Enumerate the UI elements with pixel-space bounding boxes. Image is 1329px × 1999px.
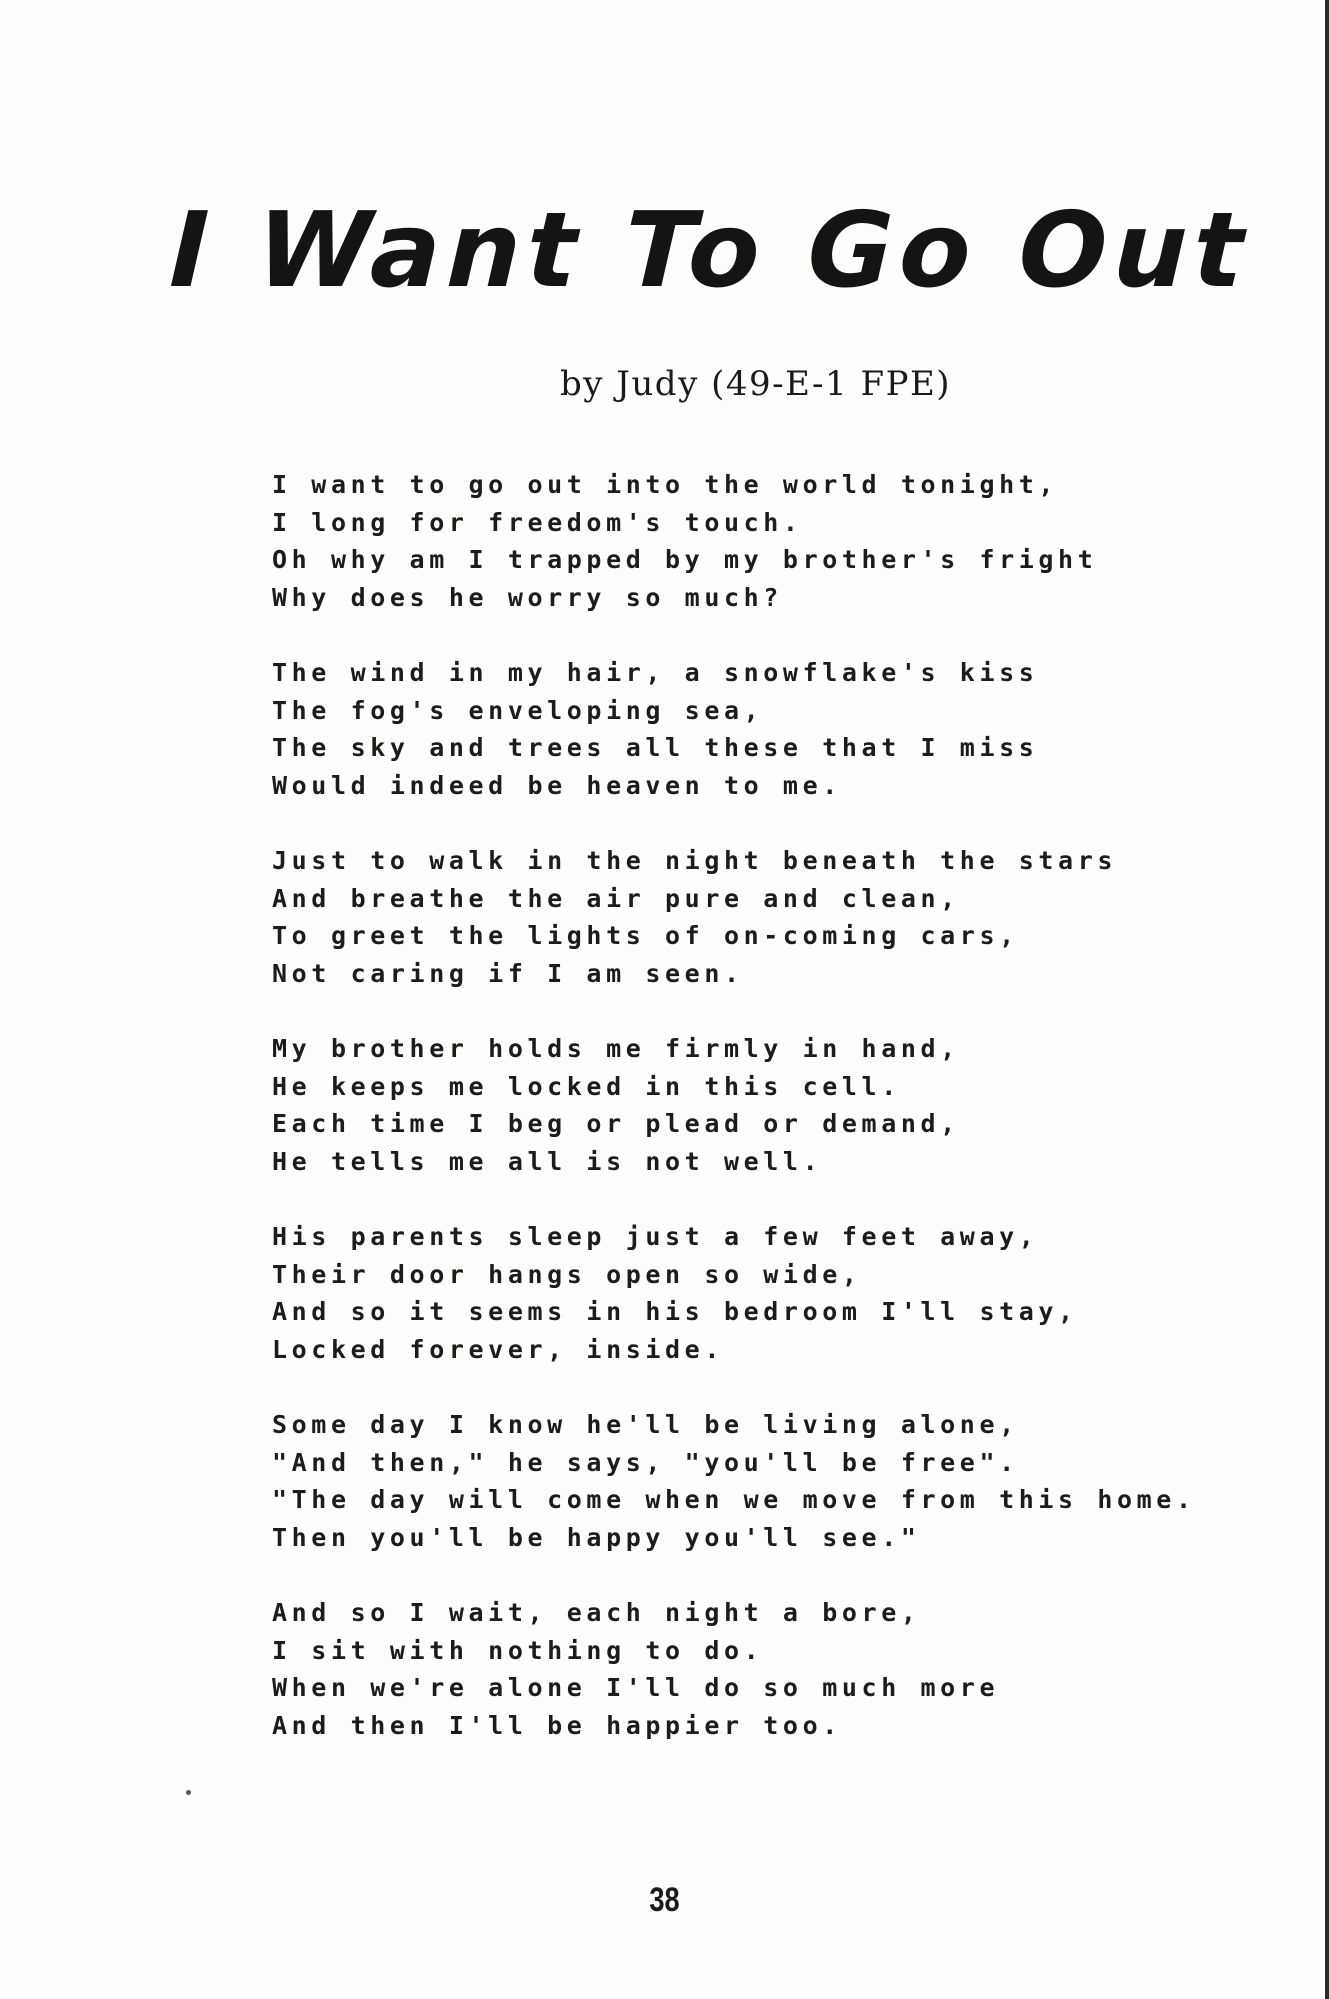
poem-line: And breathe the air pure and clean,	[272, 883, 960, 913]
poem-line: The sky and trees all these that I miss	[272, 733, 1039, 762]
poem-line: And so it seems in his bedroom I'll stay,	[272, 1297, 1078, 1326]
poem-line: He keeps me locked in this cell.	[272, 1071, 901, 1101]
poem-stanza	[272, 466, 1312, 616]
poem-line: The wind in my hair, a snowflake's kiss	[272, 658, 1039, 687]
poem-line: Just to walk in the night beneath the stars	[272, 846, 1118, 875]
poem-line: Some day I know he'll be living alone,	[272, 1410, 1019, 1439]
poem-byline: by Judy (49-E-1 FPE)	[560, 364, 952, 404]
page-number: 38	[649, 1881, 680, 1919]
poem-line: I sit with nothing to do.	[272, 1635, 764, 1665]
page-edge	[1325, 0, 1329, 1999]
poem-line: His parents sleep just a few feet away,	[272, 1222, 1039, 1251]
poem-line: And so I wait, each night a bore,	[272, 1598, 921, 1627]
poem-title: I Want To Go Out	[167, 189, 1252, 311]
poem-stanza	[272, 654, 1312, 804]
poem-line: I want to go out into the world tonight,	[272, 470, 1059, 499]
poem-line: "The day will come when we move from this home.	[272, 1485, 1196, 1514]
poem-stanza	[272, 1218, 1312, 1368]
poem-stanza	[272, 1594, 1312, 1744]
poem-line: "And then," he says, "you'll be free".	[272, 1447, 1019, 1477]
poem-line: Then you'll be happy you'll see."	[272, 1522, 921, 1552]
poem-body	[272, 466, 1312, 1782]
poem-line: Locked forever, inside.	[272, 1334, 724, 1364]
poem-line: Oh why am I trapped by my brother's fright	[272, 545, 1098, 574]
poem-stanza	[272, 842, 1312, 992]
poem-line: Why does he worry so much?	[272, 582, 783, 612]
print-speck	[186, 1790, 191, 1795]
poem-line: My brother holds me firmly in hand,	[272, 1034, 960, 1063]
poem-line: When we're alone I'll do so much more	[272, 1673, 1000, 1702]
poem-line: Would indeed be heaven to me.	[272, 770, 842, 800]
poem-line: I long for freedom's touch.	[272, 507, 803, 537]
poem-stanza	[272, 1030, 1312, 1180]
poem-stanza	[272, 1406, 1312, 1556]
poem-line: And then I'll be happier too.	[272, 1710, 842, 1740]
poem-line: Not caring if I am seen.	[272, 958, 744, 988]
poem-line: To greet the lights of on-coming cars,	[272, 921, 1019, 950]
poem-line: Each time I beg or plead or demand,	[272, 1109, 960, 1138]
poem-line: He tells me all is not well.	[272, 1146, 823, 1176]
poem-line: The fog's enveloping sea,	[272, 695, 764, 725]
poem-line: Their door hangs open so wide,	[272, 1259, 862, 1289]
